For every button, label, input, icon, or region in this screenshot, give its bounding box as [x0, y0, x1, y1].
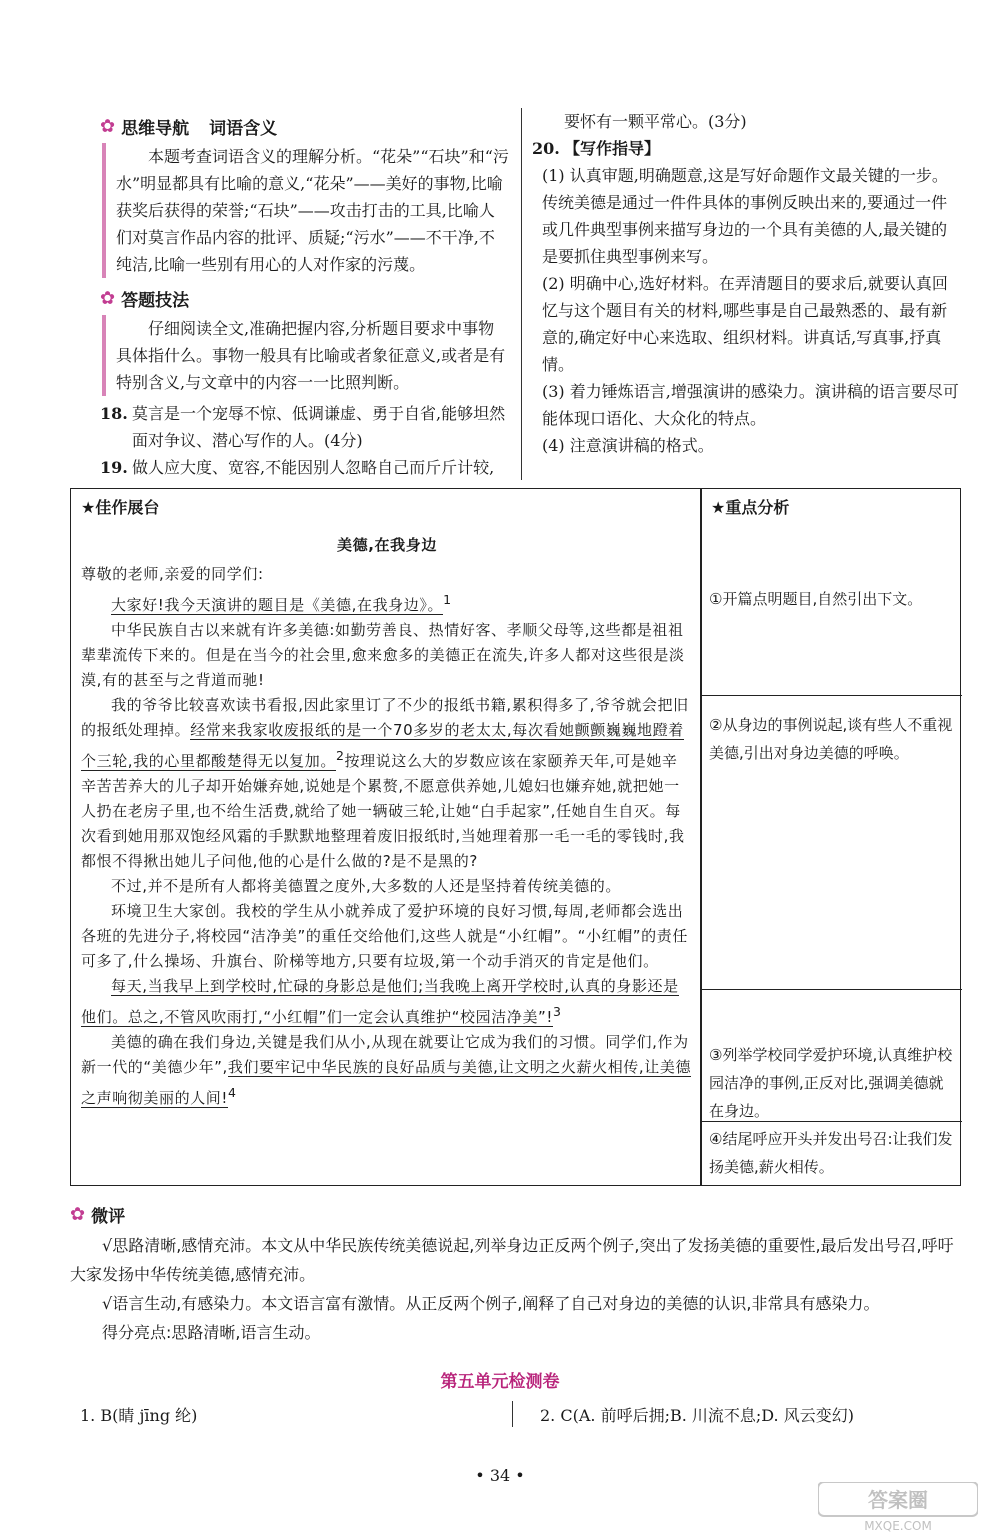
- review-point-2: √语言生动,有感染力。本文语言富有激情。从正反两个例子,阐释了自己对身边的美德的认识,非常具有感染力。: [102, 1294, 880, 1313]
- analysis-heading: ★重点分析: [711, 498, 790, 517]
- q20-number: 20.: [532, 139, 560, 158]
- analysis-note-4: ④结尾呼应开头并发出号召:让我们发扬美德,薪火相传。: [709, 1130, 953, 1176]
- nav-subtitle: 词语含义: [209, 119, 278, 139]
- svg-text:答案圈: 答案圈: [868, 1488, 928, 1512]
- mark-3: 3: [553, 1004, 562, 1019]
- answer-2: 2. C(A. 前呼后拥;B. 川流不息;D. 风云变幻): [540, 1406, 854, 1425]
- q18-answer: 莫言是一个宠辱不惊、低调谦虚、勇于自省,能够坦然面对争议、潜心写作的人。(4分): [132, 404, 506, 450]
- review-point-1: √思路清晰,感情充沛。本文从中华民族传统美德说起,列举身边正反两个例子,突出了发扬美德的重要性,最后发出号召,呼吁大家发扬中华传统美德,感情充沛。: [70, 1236, 954, 1284]
- flower-icon: ✿: [100, 288, 116, 309]
- unit-test-title: 第五单元检测卷: [440, 1372, 560, 1392]
- column-divider: [521, 108, 522, 480]
- essay-showcase-heading: ★佳作展台: [81, 498, 160, 517]
- q19-answer: 做人应大度、宽容,不能因别人忽略自己而斤斤计较,: [132, 458, 495, 477]
- tip-box: [102, 315, 510, 396]
- nav-box: [102, 143, 510, 278]
- q19-continued: 要怀有一颗平常心。(3分): [564, 112, 747, 131]
- essay-paragraph-5: 环境卫生大家创。我校的学生从小就养成了爱护环境的良好习惯,每周,老师都会选出各班的先进分子,将校园“洁净美”的重任交给他们,这些人就是“小红帽”。“小红帽”的责任可多了,什么操场、升旗台、阶梯等地方,只要有垃圾,第一个动手消灭的肯定是他们。: [81, 902, 688, 970]
- micro-review: [70, 1196, 961, 1347]
- question-18: [100, 400, 510, 454]
- q19-number: 19.: [100, 458, 128, 477]
- note-divider: [701, 695, 962, 696]
- p3-part-b: 按理说这么大的岁数应该在家颐养天年,可是她辛辛苦苦养大的儿子却开始嫌弃她,说她是个累赘,不愿意供养她,儿媳妇也嫌弃她,就把她一人扔在老房子里,也不给生活费,就给了她一辆破三轮,让她“白手起家”,任她自生自灭。每次看到她用那双饱经风霜的手默默地整理着废旧报纸时,当她理着那一毛一毛的零钱时,我都恨不得揪出她儿子问他,他的心是什么做的?是不是黑的?: [81, 752, 685, 870]
- tip-section-heading: [100, 286, 510, 311]
- left-column: [100, 108, 510, 481]
- mark-2: 2: [335, 748, 345, 763]
- note-divider: [701, 1121, 962, 1122]
- essay-title: 美德,在我身边: [337, 536, 437, 554]
- q18-number: 18.: [100, 404, 128, 423]
- nav-title: 思维导航: [121, 119, 190, 139]
- svg-text:MXQE.COM: MXQE.COM: [864, 1519, 932, 1533]
- answer-divider: [512, 1401, 513, 1427]
- answer-1: 1. B(睛 jīng 纶): [80, 1406, 198, 1425]
- tip-text: 仔细阅读全文,准确把握内容,分析题目要求中事物具体指什么。事物一般具有比喻或者象征意义,或者是有特别含义,与文章中的内容一一比照判断。: [116, 319, 506, 392]
- review-title: 微评: [91, 1207, 126, 1227]
- analysis-note-3: ③列举学校同学爱护环境,认真维护校园洁净的事例,正反对比,强调美德就在身边。: [709, 1046, 953, 1120]
- essay-paragraph-6: [81, 974, 693, 1030]
- essay-paragraph-7: [81, 1030, 693, 1111]
- watermark-logo: [818, 1482, 978, 1534]
- tip-title: 答题技法: [121, 291, 190, 311]
- question-20: [532, 135, 962, 162]
- underlined-text: 经常来我家收废报纸的是一个70多岁的老太太,每次看她颤颤巍巍地蹬着个三轮,我的心里都酸楚得无以复加。: [81, 721, 684, 770]
- essay-body: [81, 533, 693, 1111]
- essay-paragraph-1: [81, 587, 693, 618]
- review-score-highlight: 得分亮点:思路清晰,语言生动。: [102, 1323, 321, 1342]
- flower-icon: ✿: [70, 1204, 86, 1225]
- guide-point-4: (4) 注意演讲稿的格式。: [542, 436, 714, 455]
- guide-point-1: (1) 认真审题,明确题意,这是写好命题作文最关键的一步。传统美德是通过一件件具体的事例反映出来的,要通过一件或几件典型事例来描写身边的一个具有美德的人,最关键的是要抓住典型事例来写。: [542, 166, 948, 266]
- essay-paragraph-3: [81, 693, 693, 874]
- underlined-text: 大家好!我今天演讲的题目是《美德,在我身边》。: [111, 596, 444, 614]
- analysis-note-1: ①开篇点明题目,自然引出下文。: [709, 590, 923, 608]
- essay-salutation: 尊敬的老师,亲爱的同学们:: [81, 565, 264, 583]
- essay-table: [70, 488, 961, 1186]
- page-number: • 34 •: [475, 1466, 525, 1485]
- underlined-text: 每天,当我早上到学校时,忙碌的身影总是他们;当我晚上离开学校时,认真的身影还是他们。总之,不管风吹雨打,“小红帽”们一定会认真维护“校园洁净美”!: [81, 977, 679, 1026]
- writing-guide: [532, 162, 962, 459]
- p3-part-a: 我的爷爷比较喜欢读书看报,因此家里订了不少的报纸书籍,累积得多了,爷爷就会把旧的报纸处理掉。: [81, 696, 689, 739]
- essay-paragraph-4: 不过,并不是所有人都将美德置之度外,大多数的人还是坚持着传统美德的。: [111, 877, 621, 895]
- guide-point-2: (2) 明确中心,选好材料。在弄清题目的要求后,就要认真回忆与这个题目有关的材料,哪些事是自己最熟悉的、最有新意的,确定好中心来选取、组织材料。讲真话,写真事,抒真情。: [542, 274, 948, 374]
- review-heading: [70, 1202, 961, 1227]
- nav-text: 本题考查词语含义的理解分析。“花朵”“石块”和“污水”明显都具有比喻的意义,“花朵”——美好的事物,比喻获奖后获得的荣誉;“石块”——攻击打击的工具,比喻人们对莫言作品内容的批评、质疑;“污水”——不干净,不纯洁,比喻一些别有用心的人对作家的污蔑。: [116, 147, 509, 274]
- guide-point-3: (3) 着力锤炼语言,增强演讲的感染力。演讲稿的语言要尽可能体现口语化、大众化的特点。: [542, 382, 959, 428]
- right-column: [532, 108, 962, 459]
- analysis-note-2: ②从身边的事例说起,谈有些人不重视美德,引出对身边美德的呼唤。: [709, 716, 953, 762]
- mark-4: 4: [228, 1085, 237, 1100]
- note-divider: [701, 989, 962, 990]
- flower-icon: ✿: [100, 116, 116, 137]
- question-19: [100, 454, 510, 481]
- essay-paragraph-2: 中华民族自古以来就有许多美德:如勤劳善良、热情好客、孝顺父母等,这些都是祖祖辈辈流传下来的。但是在当今的社会里,愈来愈多的美德正在流失,许多人都对这些很是淡漠,有的甚至与之背道而驰!: [81, 621, 685, 689]
- nav-section-heading: [100, 114, 510, 139]
- table-divider: [700, 489, 702, 1185]
- p7-part-a: 美德的确在我们身边,关键是我们从小,从现在就要让它成为我们的习惯。同学们,作为新一代的“美德少年”,: [81, 1033, 689, 1076]
- q20-heading: 【写作指导】: [564, 139, 661, 158]
- underlined-text: 我们要牢记中华民族的良好品质与美德,让文明之火薪火相传,让美德之声响彻美丽的人间!: [81, 1058, 692, 1107]
- mark-1: 1: [443, 592, 452, 607]
